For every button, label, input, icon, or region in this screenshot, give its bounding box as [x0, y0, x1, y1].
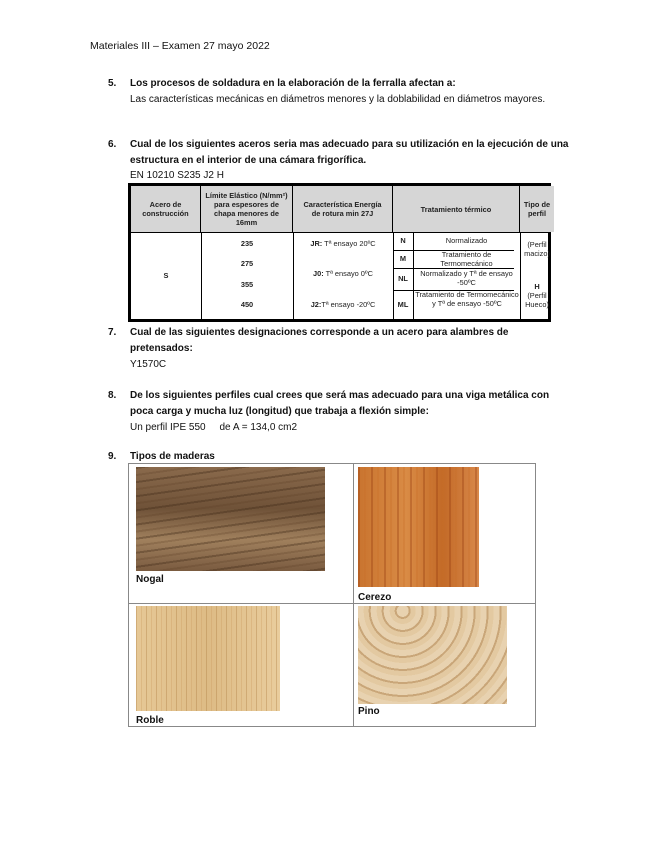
limite-value: 355 [240, 280, 254, 289]
question-stem: Los procesos de soldadura en la elaboración de la ferralla afectan a: [130, 78, 456, 89]
col-header-energia: Característica Energía de rotura min 27J [293, 186, 393, 232]
question-number: 5. [108, 78, 117, 89]
question-number: 7. [108, 327, 117, 338]
question-stem: Tipos de maderas [130, 451, 215, 462]
tratamiento-text: Normalizado [445, 236, 488, 245]
limite-value: 275 [240, 259, 254, 268]
tratamiento-text: Tratamiento de Termomecánico y Tª de ensayo -50ºC [415, 290, 519, 308]
question-number: 9. [108, 451, 117, 462]
tratamiento-code: ML [397, 300, 409, 309]
energia-j2: J2:Tª ensayo -20ºC [310, 300, 376, 309]
tratamiento-code: M [399, 254, 407, 263]
question-stem: Cual de los siguientes aceros seria mas adecuado para su utilización en la ejecución de una estructura en el interior de una cámara frigorífica. [130, 139, 569, 166]
limite-value: 450 [240, 300, 254, 309]
wood-label-cerezo: Cerezo [358, 592, 392, 603]
acero-s: S [163, 271, 169, 280]
perfil-hueco: (Perfil Hueco) [525, 291, 549, 309]
wood-label-pino: Pino [358, 706, 380, 717]
question-stem: De los siguientes perfiles cual crees que será mas adecuado para una viga metálica con poca carga y mucha luz (longitud) que trabaja a flexión simple: [130, 390, 550, 417]
question-answer: Y1570C [130, 359, 167, 370]
question-number: 8. [108, 390, 117, 401]
col-header-perfil: Tipo de perfil [520, 186, 554, 232]
wood-label-roble: Roble [136, 715, 164, 726]
col-header-acero: Acero de construcción [131, 186, 201, 232]
question-answer: Las características mecánicas en diámetros menores y la doblabilidad en diámetros mayores. [130, 94, 546, 105]
question-number: 6. [108, 139, 117, 150]
question-answer: EN 10210 S235 J2 H [130, 170, 224, 181]
col-header-limite: Límite Elástico (N/mm²) para espesores de chapa menores de 16mm [201, 186, 293, 232]
col-header-tratamiento: Tratamiento térmico [393, 186, 520, 232]
page-header: Materiales III – Examen 27 mayo 2022 [90, 40, 270, 52]
pino-wood-image [358, 606, 507, 704]
perfil-h: H [534, 282, 540, 291]
tratamiento-code: N [400, 236, 406, 245]
tratamiento-code: NL [398, 274, 408, 283]
energia-jr: JR: Tª ensayo 20ºC [310, 239, 376, 248]
steel-designation-table [128, 183, 551, 322]
tratamiento-text: Tratamiento de Termomecánico [440, 250, 493, 268]
cerezo-wood-image [358, 467, 479, 587]
wood-label-nogal: Nogal [136, 574, 164, 585]
question-answer: Un perfil IPE 550 de A = 134,0 cm2 [130, 422, 298, 433]
question-stem: Cual de las siguientes designaciones corresponde a un acero para alambres de pretensados: [130, 327, 509, 354]
wood-types-table [128, 463, 536, 727]
limite-value: 235 [240, 239, 254, 248]
energia-j0: J0: Tª ensayo 0ºC [313, 269, 373, 278]
nogal-wood-image [136, 467, 325, 571]
tratamiento-text: Normalizado y Tª de ensayo -50ºC [420, 269, 513, 287]
roble-wood-image [136, 606, 280, 711]
perfil-macizo: (Perfil macizo) [524, 240, 550, 258]
